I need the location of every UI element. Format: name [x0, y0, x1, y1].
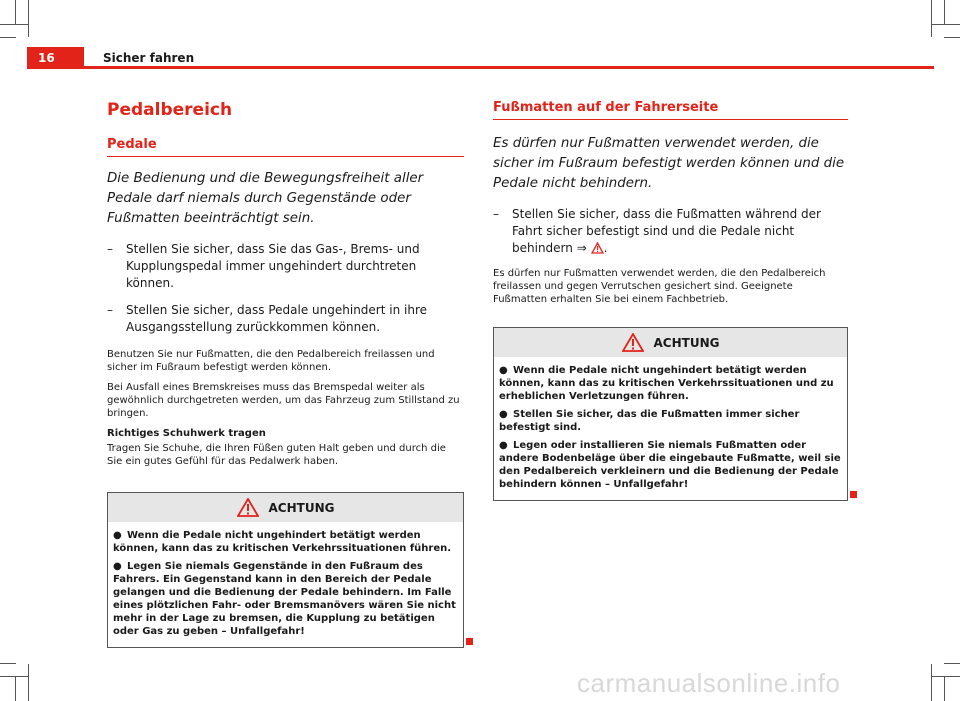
warning-header — [494, 328, 847, 357]
step-list — [107, 241, 464, 336]
crop-mark — [0, 663, 16, 664]
crop-mark — [931, 676, 960, 677]
step-list — [493, 206, 848, 257]
list-item — [107, 302, 464, 336]
warning-text: Wenn die Pedale nicht ungehindert betätigt werden können, kann das zu kritischen Verkehrssituationen führen. — [113, 530, 452, 554]
crop-mark — [0, 24, 29, 25]
bullet-marker: ● — [113, 561, 122, 572]
warning-item — [499, 439, 842, 491]
warning-item — [113, 529, 458, 555]
crop-mark — [944, 37, 960, 38]
step-text: Stellen Sie sicher, dass die Fußmatten während der Fahrt sicher befestigt sind und die Pedale nicht behindern ⇒ — [512, 207, 821, 255]
intro-text: Es dürfen nur Fußmatten verwendet werden, die sicher im Fußraum befestigt werden können und die Pedale nicht behindern. — [493, 136, 845, 191]
left-column — [107, 95, 464, 648]
end-marker — [466, 638, 473, 645]
step-text: Stellen Sie sicher, dass Sie das Gas-, Brems- und Kupplungspedal immer ungehindert durchtreten können. — [126, 242, 420, 290]
crop-mark — [28, 0, 29, 37]
step-end: . — [603, 241, 608, 255]
warning-title: ACHTUNG — [268, 500, 335, 515]
body-paragraph: Bei Ausfall eines Bremskreises muss das Bremspedal weiter als gewöhnlich durchgetreten werden, um das Fahrzeug zum Stillstand zu bringen. — [107, 382, 460, 419]
paragraph-heading: Richtiges Schuhwerk tragen — [107, 428, 266, 439]
warning-item — [499, 364, 842, 403]
crop-mark — [15, 0, 16, 24]
step-text: Stellen Sie sicher, dass Pedale ungehindert in ihre Ausgangsstellung zurückkommen können. — [126, 303, 427, 334]
right-column — [493, 95, 848, 501]
dash-marker: – — [493, 207, 499, 221]
crop-mark — [0, 37, 16, 38]
warning-body — [494, 357, 847, 500]
warning-title: ACHTUNG — [653, 335, 720, 350]
subsection-title-fussmatten: Fußmatten auf der Fahrerseite — [493, 95, 848, 120]
warning-item — [113, 560, 458, 638]
warning-triangle-icon — [622, 333, 644, 352]
watermark: carmanualsonline.info — [577, 668, 841, 698]
body-paragraph: Es dürfen nur Fußmatten verwendet werden, die den Pedalbereich freilassen und gegen Verrutschen gesichert sind. Geeignete Fußmatten erhalten Sie bei einem Fachbetrieb. — [493, 268, 826, 305]
body-paragraph: Tragen Sie Schuhe, die Ihren Füßen guten Halt geben und durch die Sie ein gutes Gefühl für das Pedalwerk haben. — [107, 443, 446, 467]
warning-triangle-icon — [237, 498, 259, 517]
bullet-marker: ● — [499, 409, 508, 420]
crop-mark — [931, 0, 932, 37]
crop-mark — [944, 677, 945, 701]
warning-box — [493, 327, 848, 501]
warning-text: Wenn die Pedale nicht ungehindert betätigt werden können, kann das zu kritischen Verkehrssituationen und zu erheblichen Verletzungen führen. — [499, 365, 834, 402]
page-number: 16 — [38, 51, 55, 65]
bullet-marker: ● — [499, 440, 508, 451]
crop-mark — [944, 0, 945, 24]
dash-marker: – — [107, 303, 113, 317]
warning-box — [107, 492, 464, 648]
warning-body — [108, 522, 463, 647]
list-item — [107, 241, 464, 292]
header-rule — [84, 66, 934, 69]
end-marker — [850, 491, 857, 498]
subsection-title-pedale: Pedale — [107, 137, 464, 157]
warning-text: Legen Sie niemals Gegenstände in den Fußraum des Fahrers. Ein Gegenstand kann in den Bereich der Pedale gelangen und die Bedienung der Pedale behindern. Im Falle eines plötzlichen Fahr- oder Bremsmanövers wären Sie nicht mehr in der Lage zu bremsen, die Kupplung zu betätigen oder Gas zu geben – Unfallgefahr! — [113, 561, 456, 637]
section-title: Pedalbereich — [107, 100, 233, 120]
warning-reference-icon[interactable] — [591, 242, 604, 254]
bullet-marker: ● — [499, 365, 508, 376]
warning-header — [108, 493, 463, 522]
crop-mark — [931, 24, 960, 25]
warning-item — [499, 408, 842, 434]
crop-mark — [931, 664, 932, 701]
crop-mark — [28, 664, 29, 701]
warning-text: Stellen Sie sicher, das die Fußmatten immer sicher befestigt sind. — [499, 409, 800, 433]
body-paragraph: Benutzen Sie nur Fußmatten, die den Pedalbereich freilassen und sicher im Fußraum befestigt werden können. — [107, 349, 435, 373]
warning-text: Legen oder installieren Sie niemals Fußmatten oder andere Bodenbeläge über die eingebaute Fußmatte, weil sie den Pedalbereich verkleinern und die Bedienung der Pedale behindern können – Unfallgefahr! — [499, 440, 841, 490]
chapter-title: Sicher fahren — [103, 51, 195, 65]
intro-text: Die Bedienung und die Bewegungsfreiheit aller Pedale darf niemals durch Gegenstände oder Fußmatten beeinträchtigt sein. — [107, 171, 424, 226]
crop-mark — [15, 677, 16, 701]
list-item — [493, 206, 848, 257]
bullet-marker: ● — [113, 530, 122, 541]
page-number-tab — [27, 47, 84, 69]
dash-marker: – — [107, 242, 113, 256]
crop-mark — [944, 663, 960, 664]
